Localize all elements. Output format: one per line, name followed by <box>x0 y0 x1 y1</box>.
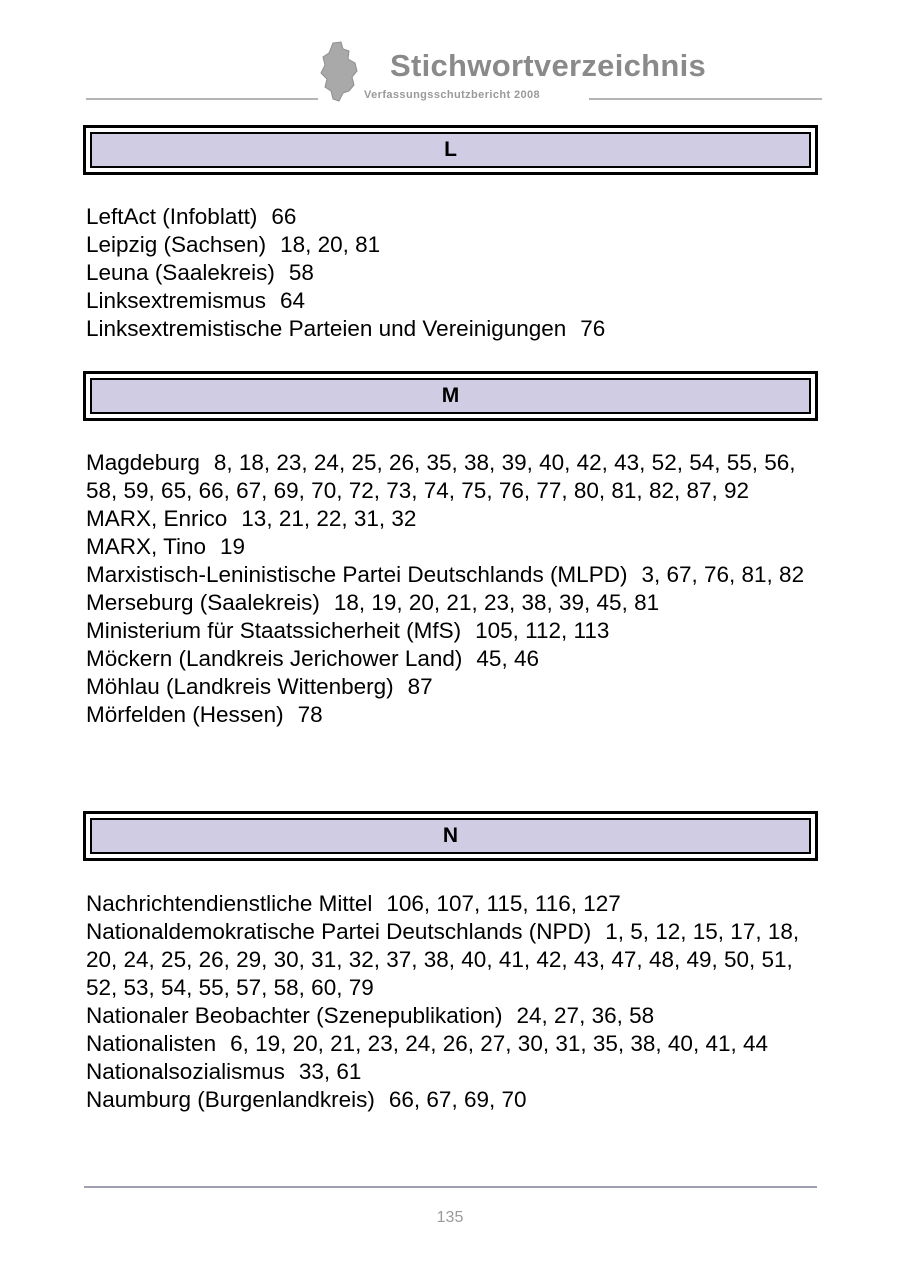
entry-term: Ministerium für Staatssicherheit (MfS) <box>86 618 462 643</box>
entry-term: Leuna (Saalekreis) <box>86 260 275 285</box>
index-entry <box>86 315 818 343</box>
entry-term: Magdeburg <box>86 450 200 475</box>
entry-pages: 18, 19, 20, 21, 23, 38, 39, 45, 81 <box>333 590 660 615</box>
entry-term: Nationaldemokratische Partei Deutschlands (NPD) <box>86 919 592 944</box>
entry-pages: 66, 67, 69, 70 <box>388 1087 527 1112</box>
index-entry <box>86 1002 818 1030</box>
index-entry <box>86 1086 818 1114</box>
section-m-entries <box>86 449 818 729</box>
entry-pages: 18, 20, 81 <box>280 232 381 257</box>
entry-term: Nationaler Beobachter (Szenepublikation) <box>86 1003 503 1028</box>
entry-pages: 78 <box>297 702 323 727</box>
index-entry <box>86 589 818 617</box>
index-entry <box>86 1030 818 1058</box>
index-entry <box>86 231 818 259</box>
index-entry <box>86 561 818 589</box>
entry-pages: 13, 21, 22, 31, 32 <box>241 506 417 531</box>
section-n-entries <box>86 890 818 1114</box>
entry-term: Marxistisch-Leninistische Partei Deutschlands (MLPD) <box>86 562 628 587</box>
entry-pages: 33, 61 <box>298 1059 362 1084</box>
header-rule-left <box>86 98 318 100</box>
section-header-n <box>83 811 818 861</box>
index-entry <box>86 287 818 315</box>
index-entry <box>86 645 818 673</box>
index-entry <box>86 701 818 729</box>
section-l-entries <box>86 203 818 343</box>
index-entry <box>86 449 818 505</box>
entry-term: Möckern (Landkreis Jerichower Land) <box>86 646 463 671</box>
entry-pages: 106, 107, 115, 116, 127 <box>386 891 621 916</box>
index-entry <box>86 505 818 533</box>
page-header <box>86 38 822 106</box>
index-entry <box>86 533 818 561</box>
entry-pages: 58 <box>288 260 314 285</box>
entry-term: Merseburg (Saalekreis) <box>86 590 320 615</box>
entry-term: Mörfelden (Hessen) <box>86 702 284 727</box>
entry-term: LeftAct (Infoblatt) <box>86 204 258 229</box>
section-letter: N <box>442 824 459 847</box>
entry-pages: 3, 67, 76, 81, 82 <box>641 562 805 587</box>
index-entry <box>86 203 818 231</box>
entry-pages: 45, 46 <box>476 646 539 671</box>
index-entry <box>86 1058 818 1086</box>
entry-term: Linksextremismus <box>86 288 267 313</box>
section-letter: M <box>441 384 460 407</box>
page-number: 135 <box>436 1209 464 1226</box>
entry-pages: 24, 27, 36, 58 <box>516 1003 655 1028</box>
entry-pages: 87 <box>407 674 433 699</box>
entry-pages: 1, 5, 12, 15, 17, 18, 20, 24, 25, 26, 29, 30, 31, 32, 37, 38, 40, 41, 42, 43, 47, 48, 49, 50, 51, 52, 53, 54, 55, 57, 58, 60, 79 <box>86 919 800 1000</box>
header-title: Stichwortverzeichnis <box>390 48 707 83</box>
entry-term: MARX, Tino <box>86 534 207 559</box>
section-header-m <box>83 371 818 421</box>
entry-pages: 19 <box>220 534 246 559</box>
saxony-anhalt-map-icon <box>319 41 359 103</box>
header-subtitle: Verfassungsschutzbericht 2008 <box>364 89 541 101</box>
entry-term: Nationalisten <box>86 1031 217 1056</box>
entry-pages: 6, 19, 20, 21, 23, 24, 26, 27, 30, 31, 35, 38, 40, 41, 44 <box>230 1031 769 1056</box>
entry-pages: 76 <box>580 316 606 341</box>
entry-term: Leipzig (Sachsen) <box>86 232 267 257</box>
footer-rule <box>84 1186 817 1188</box>
index-entry <box>86 617 818 645</box>
section-header-l <box>83 125 818 175</box>
index-entry <box>86 673 818 701</box>
header-rule-right <box>589 98 822 100</box>
entry-pages: 8, 18, 23, 24, 25, 26, 35, 38, 39, 40, 42, 43, 52, 54, 55, 56, 58, 59, 65, 66, 67, 69, 70, 72, 73, 74, 75, 76, 77, 80, 81, 82, 87, 92 <box>86 450 796 503</box>
entry-pages: 105, 112, 113 <box>475 618 610 643</box>
entry-term: Naumburg (Burgenlandkreis) <box>86 1087 375 1112</box>
index-entry <box>86 259 818 287</box>
entry-pages: 66 <box>271 204 297 229</box>
entry-term: MARX, Enrico <box>86 506 228 531</box>
index-entry <box>86 918 818 1002</box>
section-letter: L <box>444 138 457 161</box>
index-entry <box>86 890 818 918</box>
entry-term: Linksextremistische Parteien und Vereinigungen <box>86 316 567 341</box>
entry-term: Möhlau (Landkreis Wittenberg) <box>86 674 394 699</box>
entry-term: Nachrichtendienstliche Mittel <box>86 891 373 916</box>
entry-term: Nationalsozialismus <box>86 1059 285 1084</box>
entry-pages: 64 <box>280 288 306 313</box>
